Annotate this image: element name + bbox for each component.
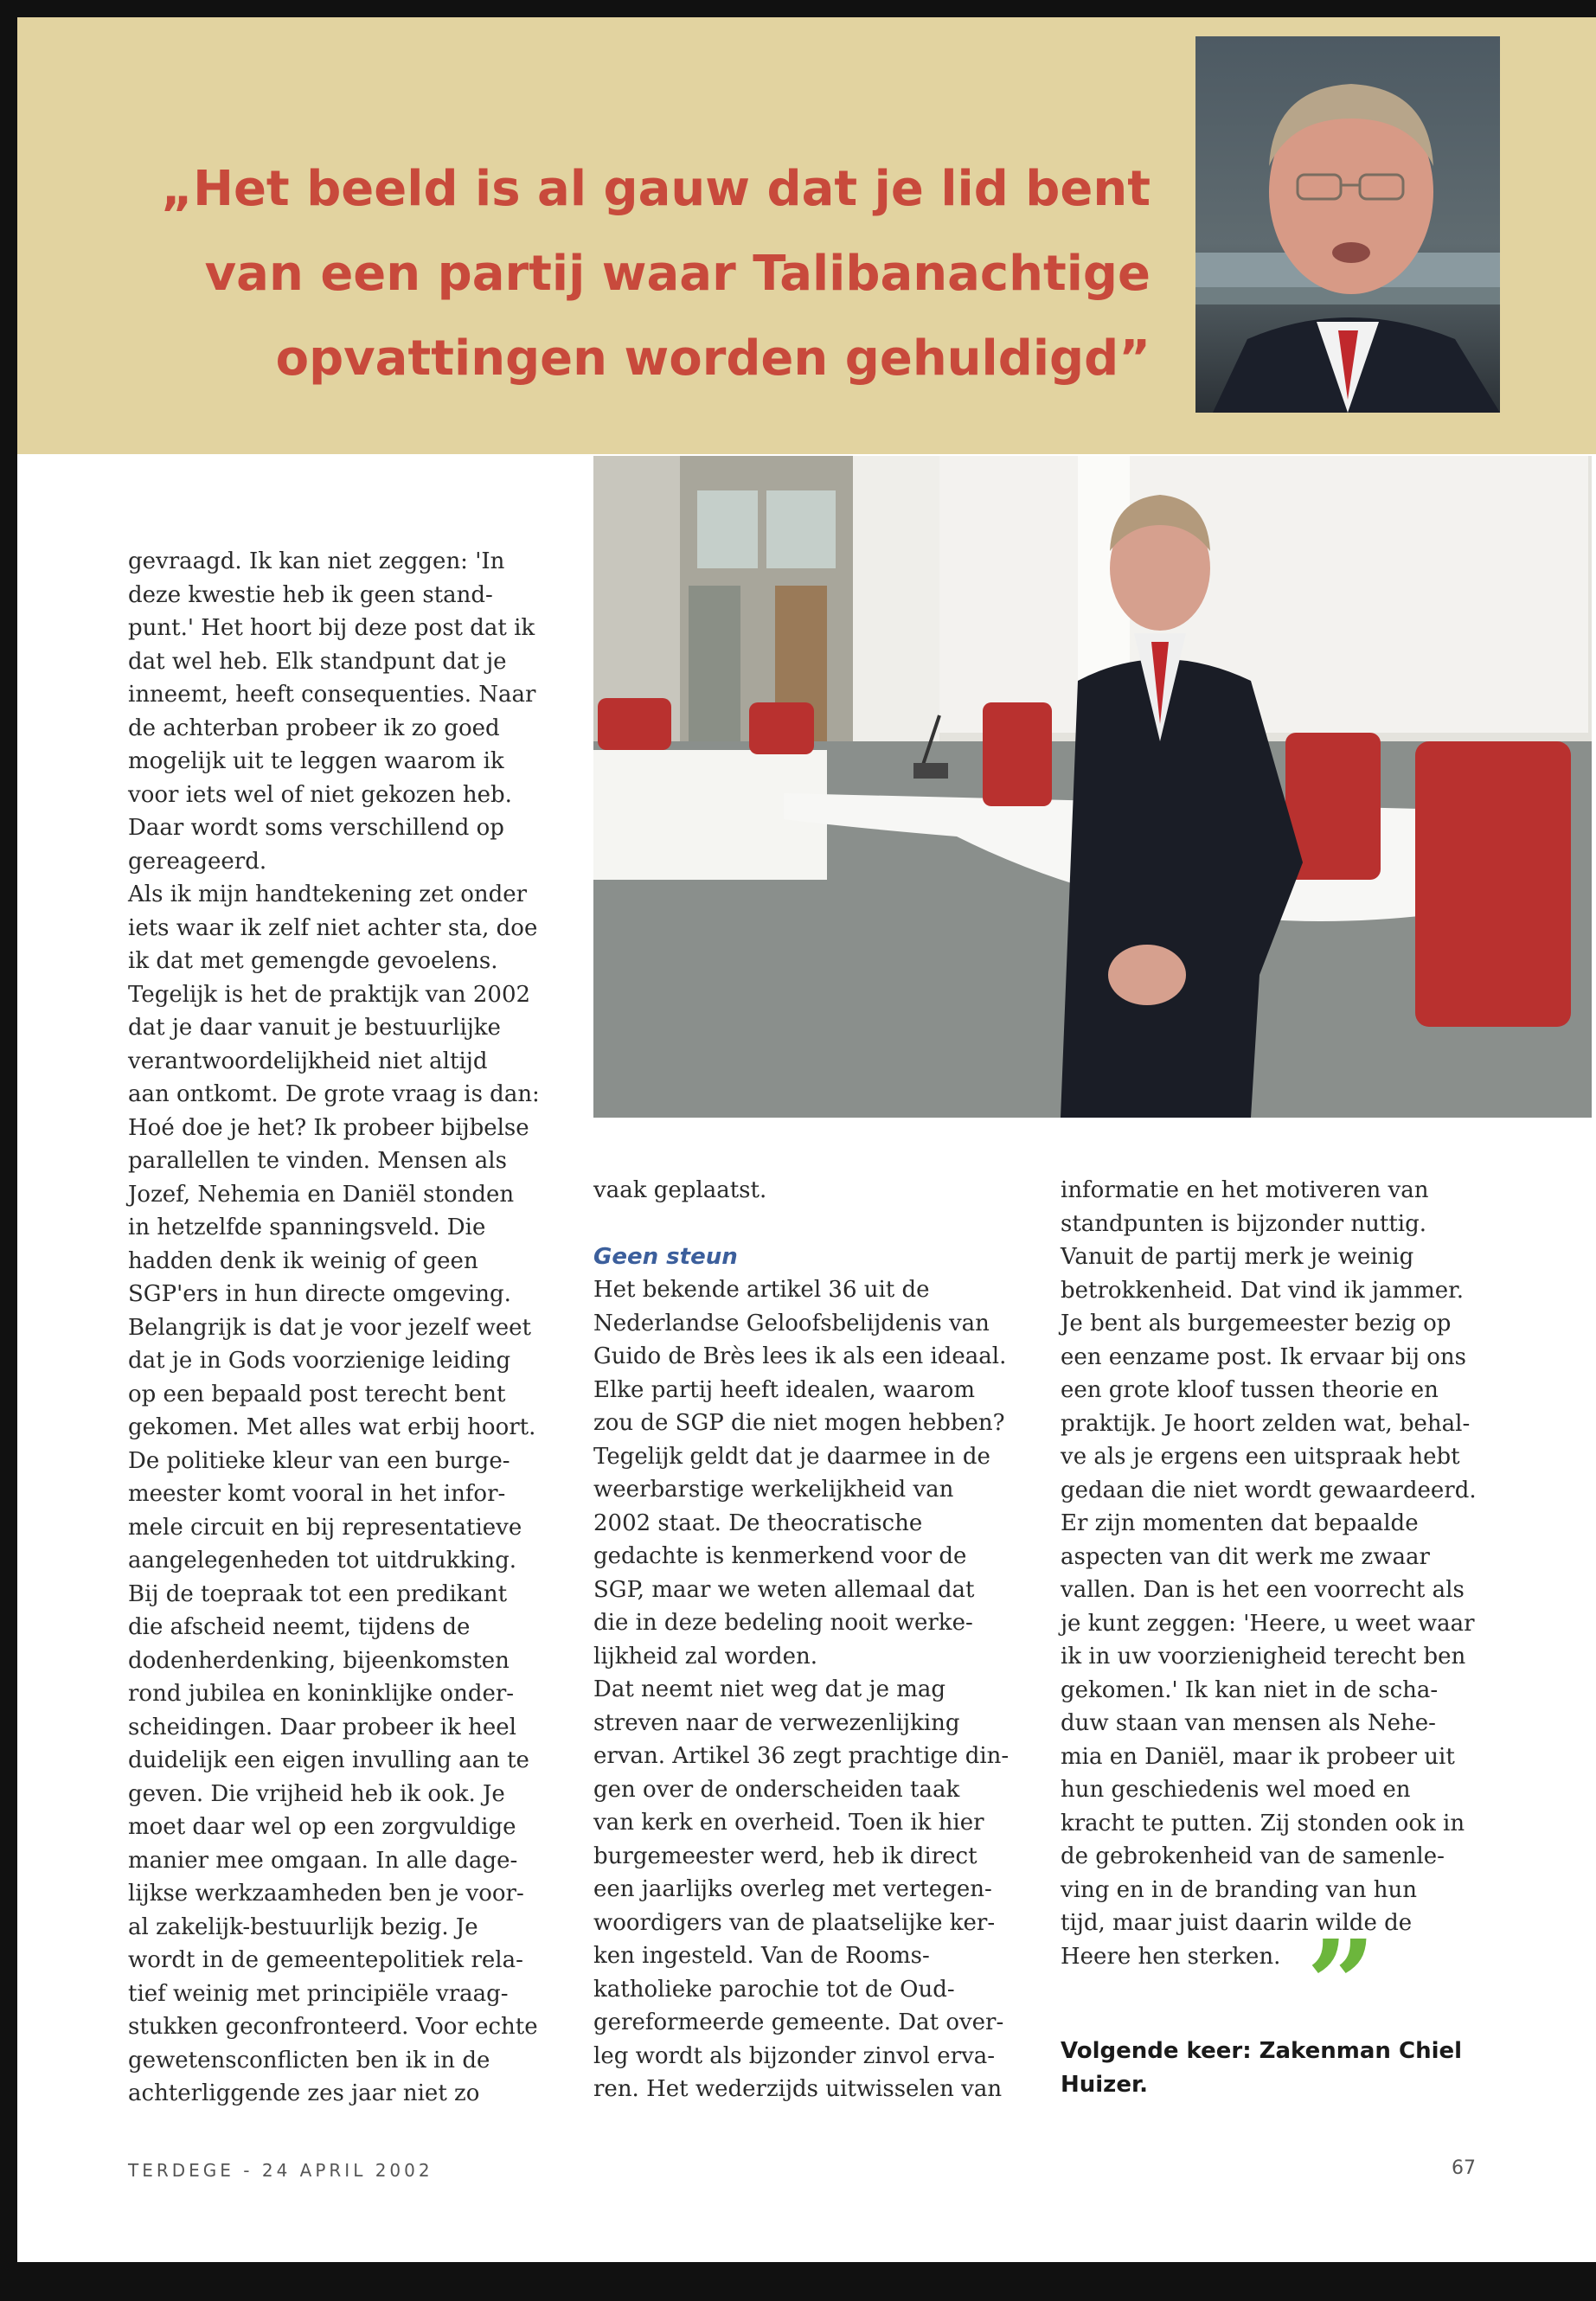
text-line: leg wordt als bijzonder zinvol erva- [593,2042,996,2069]
headline-line: „Het beeld is al gauw dat je lid bent [161,161,1151,217]
text-line: streven naar de verwezenlijking [593,1709,960,1736]
text-line: aangelegenheden tot uitdrukking. [128,1548,517,1574]
text-line: SGP, maar we weten allemaal dat [593,1576,975,1603]
text-line: de gebrokenheid van de samenle- [1061,1843,1445,1869]
text-line: Elke partij heeft idealen, waarom [593,1376,976,1403]
text-line: aspecten van dit werk me zwaar [1061,1543,1430,1570]
text-line: Je bent als burgemeester bezig op [1061,1311,1452,1336]
text-line: dat je in Gods voorzienige leiding [128,1348,511,1374]
text-line: dodenherdenking, bijeenkomsten [128,1647,510,1674]
text-line: scheidingen. Daar probeer ik heel [128,1714,516,1740]
text-line: betrokkenheid. Dat vind ik jammer. [1061,1277,1464,1304]
text-line: een eenzame post. Ik ervaar bij ons [1061,1343,1466,1370]
text-line: gereformeerde gemeente. Dat over- [593,2009,1004,2035]
text-line: mogelijk uit te leggen waarom ik [128,748,504,774]
text-line: een jaarlijks overleg met vertegen- [593,1876,992,1902]
text-line: iets waar ik zelf niet achter sta, doe [128,914,538,941]
text-line: tijd, maar juist daarin wilde de [1061,1910,1413,1936]
text-line: stukken geconfronteerd. Voor echte [128,2014,538,2040]
text-line: Daar wordt soms verschillend op [128,815,504,841]
text-line: katholieke parochie tot de Oud- [593,1976,955,2003]
text-line: verantwoordelijkheid niet altijd [128,1048,488,1074]
text-line: ik dat met gemengde gevoelens. [128,948,498,974]
text-line: die in deze bedeling nooit werke- [593,1610,973,1636]
text-line: voor iets wel of niet gekozen heb. [128,781,512,808]
headline-line: van een partij waar Talibanachtige [204,246,1151,302]
text-line: mele circuit en bij representatieve [128,1514,522,1541]
text-line: dat wel heb. Elk standpunt dat je [128,648,507,675]
text-line: moet daar wel op een zorgvuldige [128,1814,516,1840]
headline-quote [130,147,1151,401]
page-number: 67 [1452,2157,1476,2179]
text-line: informatie en het motiveren van [1061,1177,1429,1203]
section-subheading: Geen steun [593,1243,738,1270]
text-line: praktijk. Je hoort zelden wat, behal- [1061,1410,1471,1437]
text-line: Hoé doe je het? Ik probeer bijbelse [128,1114,529,1141]
spacer [593,1208,1017,1240]
text-line: rond jubilea en koninklijke onder- [128,1681,515,1707]
text-line: lijkheid zal worden. [593,1643,817,1670]
mayor-photo [593,456,1592,1118]
text-line: hun geschiedenis wel moed en [1061,1777,1411,1803]
article-column-3 [1061,1174,1510,1973]
portrait-illustration [1195,36,1500,413]
text-line: gedachte is kenmerkend voor de [593,1543,967,1569]
text-line: Het bekende artikel 36 uit de [593,1277,930,1303]
text-line: Vanuit de partij merk je weinig [1061,1244,1414,1270]
text-line: parallellen te vinden. Mensen als [128,1148,507,1174]
text-line: ik in uw voorzienigheid terecht ben [1061,1644,1466,1670]
article-column-2 [593,1174,1017,2106]
text-line: Tegelijk geldt dat je daarmee in de [593,1443,990,1470]
text-line: de achterban probeer ik zo goed [128,715,500,741]
text-line: van kerk en overheid. Toen ik hier [593,1810,984,1836]
text-line: Als ik mijn handtekening zet onder [128,881,528,907]
text-line: mia en Daniël, maar ik probeer uit [1061,1743,1455,1770]
text-line: deze kwestie heb ik geen stand- [128,581,493,608]
text-line: tief weinig met principiële vraag- [128,1980,509,2007]
text-line: dat je daar vanuit je bestuurlijke [128,1015,501,1041]
text-line: achterliggende zes jaar niet zo [128,2080,480,2106]
text-line: Tegelijk is het de praktijk van 2002 [128,981,531,1008]
page-border-left [0,0,17,2301]
text-line: aan ontkomt. De grote vraag is dan: [128,1081,540,1107]
text-line: weerbarstige werkelijkheid van [593,1477,954,1503]
text-line: gevraagd. Ik kan niet zeggen: 'In [128,548,505,574]
closing-quote-mark: ” [1306,1914,1376,2056]
text-line: SGP'ers in hun directe omgeving. [128,1281,511,1307]
text-line: al zakelijk-bestuurlijk bezig. Je [128,1913,478,1940]
text-line: manier mee omgaan. In alle dage- [128,1847,518,1874]
text-line: Dat neemt niet weg dat je mag [593,1676,946,1702]
page-border-top [0,0,1596,17]
text-line: meester komt vooral in het infor- [128,1481,506,1507]
text-line: woordigers van de plaatselijke ker- [593,1909,996,1936]
text-line: De politieke kleur van een burge- [128,1447,510,1474]
text-line: vaak geplaatst. [593,1177,767,1203]
text-line: gekomen.' Ik kan niet in de scha- [1061,1676,1439,1703]
text-line: op een bepaald post terecht bent [128,1381,506,1407]
text-line: gedaan die niet wordt gewaardeerd. [1061,1477,1477,1503]
text-line: gen over de onderscheiden taak [593,1776,960,1803]
text-line: Guido de Brès lees ik als een ideaal. [593,1343,1007,1369]
text-line: inneemt, heeft consequenties. Naar [128,682,536,708]
text-line: vallen. Dan is het een voorrecht als [1061,1577,1465,1603]
text-line: zou de SGP die niet mogen hebben? [593,1410,1005,1436]
page-border-bottom [0,2262,1596,2301]
text-line: ve als je ergens een uitspraak hebt [1061,1444,1460,1470]
text-line: burgemeester werd, heb ik direct [593,1843,977,1869]
portrait-photo [1195,36,1500,413]
text-line: kracht te putten. Zij stonden ook in [1061,1810,1465,1836]
text-line: gekomen. Met alles wat erbij hoort. [128,1414,536,1440]
text-line: 2002 staat. De theocratische [593,1509,923,1536]
council-chamber-illustration [593,456,1592,1118]
text-line: wordt in de gemeentepolitiek rela- [128,1947,523,1973]
text-line: een grote kloof tussen theorie en [1061,1377,1439,1403]
text-line: Jozef, Nehemia en Daniël stonden [128,1181,515,1208]
text-line: Nederlandse Geloofsbelijdenis van [593,1310,990,1336]
publication-footer: TERDEGE - 24 APRIL 2002 [128,2160,433,2181]
next-issue-note: Volgende keer: Zakenman Chiel Huizer. [1061,2038,1463,2098]
text-line: ving en in de branding van hun [1061,1876,1418,1903]
text-line: geven. Die vrijheid heb ik ook. Je [128,1780,505,1807]
text-line: in hetzelfde spanningsveld. Die [128,1215,486,1240]
article-column-1 [128,545,552,2111]
text-line: je kunt zeggen: 'Heere, u weet waar [1061,1610,1475,1637]
text-line: lijkse werkzaamheden ben je voor- [128,1881,524,1907]
text-line: gereageerd. [128,848,267,875]
text-line: Er zijn momenten dat bepaalde [1061,1510,1419,1536]
headline-banner [17,17,1596,454]
text-line: duidelijk een eigen invulling aan te [128,1747,529,1773]
text-line: gewetensconflicten ben ik in de [128,2047,490,2073]
text-line: standpunten is bijzonder nuttig. [1061,1210,1427,1237]
text-line: Bij de toepraak tot een predikant [128,1580,508,1607]
text-line: die afscheid neemt, tijdens de [128,1614,471,1640]
text-line: hadden denk ik weinig of geen [128,1247,478,1274]
text-line: punt.' Het hoort bij deze post dat ik [128,615,535,641]
text-line: duw staan van mensen als Nehe- [1061,1710,1436,1736]
text-line: ervan. Artikel 36 zegt prachtige din- [593,1743,1010,1769]
headline-line: opvattingen worden gehuldigd” [275,330,1151,387]
text-line: Belangrijk is dat je voor jezelf weet [128,1314,531,1341]
text-line: ren. Het wederzijds uitwisselen van [593,2076,1003,2102]
text-line: Heere hen sterken. [1061,1943,1281,1970]
text-line: ken ingesteld. Van de Rooms- [593,1943,930,1969]
